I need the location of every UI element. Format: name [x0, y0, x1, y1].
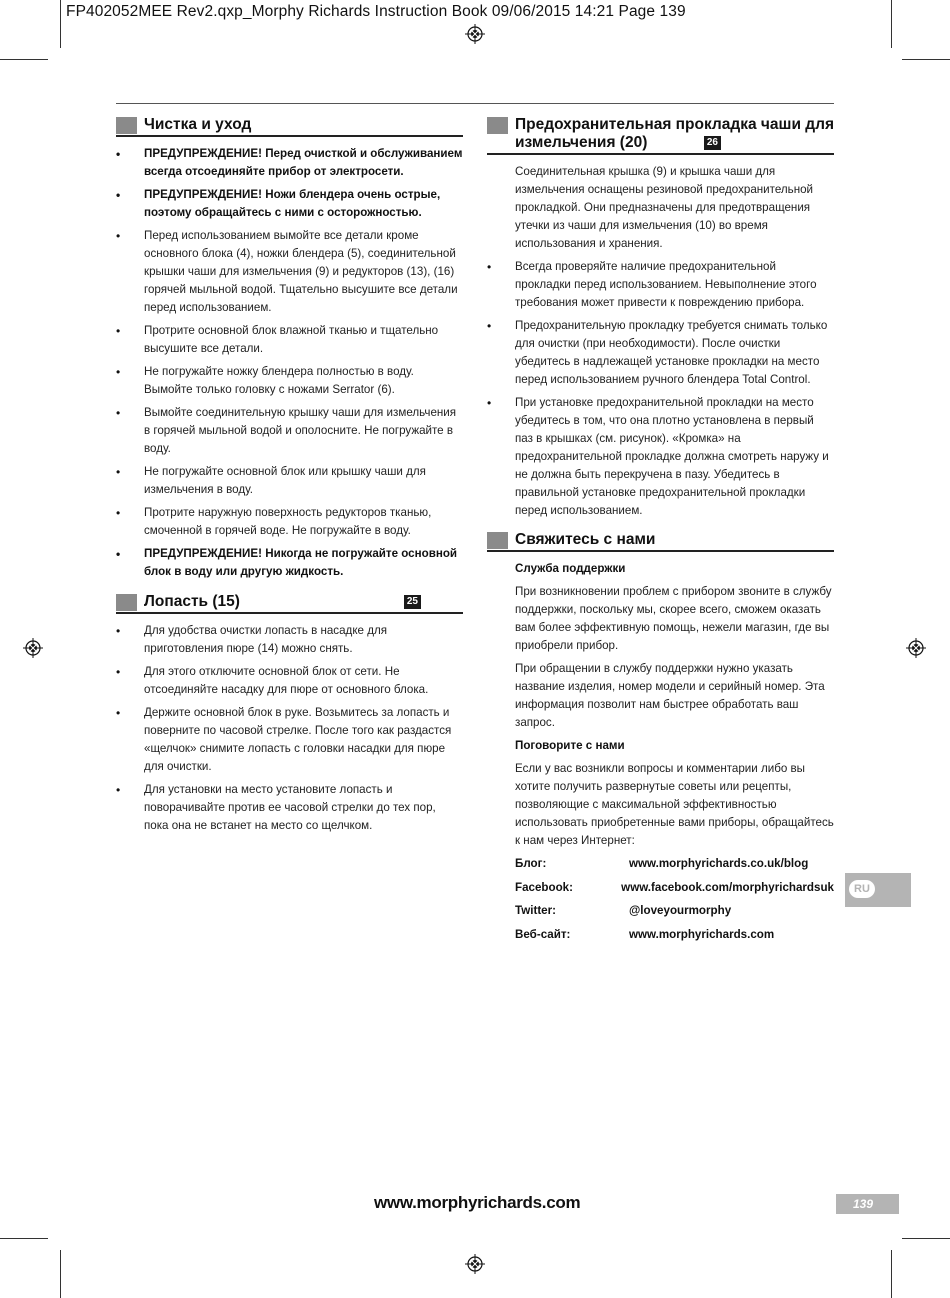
list-item: • Всегда проверяйте наличие предохранительной прокладки перед использованием. Невыполнение этого требования может привести к повреждению прибора.	[487, 258, 834, 312]
language-code: RU	[849, 880, 875, 898]
contact-row-facebook	[515, 879, 834, 897]
registration-mark-icon	[465, 24, 485, 44]
section-title-line: Предохранительная прокладка чаши для	[515, 116, 835, 133]
page-number: 139	[852, 1197, 873, 1211]
contact-link[interactable]: www.morphyrichards.com	[629, 927, 775, 941]
crop-mark	[891, 0, 892, 48]
section-heading-paddle	[116, 593, 463, 614]
gasket-intro: Соединительная крышка (9) и крышка чаши для измельчения оснащены резиновой предохранительной прокладкой. Они предназначены для предотвращения утечки из чаши для измельчения (10) во время использования и хранения.	[515, 165, 814, 250]
right-column	[487, 116, 834, 949]
section-heading-gasket	[487, 116, 834, 155]
list-item: • Предохранительную прокладку требуется снимать только для очистки (при необходимости). После очистки убедитесь в надлежащей установке прокладки на место перед использованием ручного блендера Total Control.	[487, 317, 834, 389]
contact-row-blog	[515, 855, 834, 873]
language-tab	[845, 873, 911, 907]
section-heading-cleaning	[116, 116, 463, 137]
list-item: • Для удобства очистки лопасть в насадке для приготовления пюре (14) можно снять.	[116, 622, 463, 658]
section-title: Чистка и уход	[144, 116, 252, 133]
list-item: • ПРЕДУПРЕЖДЕНИЕ! Никогда не погружайте основной блок в воду или другую жидкость.	[116, 545, 463, 581]
gasket-list	[487, 258, 834, 520]
top-rule	[116, 103, 834, 104]
talk-heading: Поговорите с нами	[515, 739, 625, 752]
crop-mark	[60, 0, 61, 48]
list-item: • ПРЕДУПРЕЖДЕНИЕ! Перед очисткой и обслуживанием всегда отсоединяйте прибор от электросети.	[116, 145, 463, 181]
list-item: • Вымойте соединительную крышку чаши для измельчения в горячей мыльной водой и ополосните. Не погружайте в воду.	[116, 404, 463, 458]
crop-mark	[0, 59, 48, 60]
talk-paragraph: Если у вас возникли вопросы и комментарии либо вы хотите получить развернутые советы или рецепты, позволяющие с максимальной эффективностью использовать приобретенные вами приборы, обращайтесь к нам через Интернет:	[515, 762, 834, 847]
crop-mark	[60, 1250, 61, 1298]
list-item: • Не погружайте ножку блендера полностью в воду. Вымойте только головку с ножами Serrator (6).	[116, 363, 463, 399]
heading-marker	[116, 594, 137, 611]
support-paragraph: При возникновении проблем с прибором звоните в службу поддержки, поскольку мы, скорее всего, сможем оказать вам более эффективную помощь, нежели магазин, где вы приобрели прибор.	[515, 585, 832, 652]
figure-reference: 25	[404, 595, 421, 609]
registration-mark-icon	[906, 638, 926, 658]
section-title: Свяжитесь с нами	[515, 531, 656, 548]
contact-links	[487, 855, 834, 944]
contact-row-twitter	[515, 902, 834, 920]
list-item: • Перед использованием вымойте все детали кроме основного блока (4), ножки блендера (5), соединительной крышки чаши для измельчения (9) и редукторов (13), (16) горячей мыльной водой. Тщательно высушите все детали перед использованием.	[116, 227, 463, 317]
heading-marker	[487, 532, 508, 549]
heading-marker	[116, 117, 137, 134]
contact-link[interactable]: @loveyourmorphy	[629, 904, 732, 917]
section-title: Лопасть (15)	[144, 593, 240, 610]
support-heading: Служба поддержки	[515, 562, 626, 575]
contact-link[interactable]: www.facebook.com/morphyrichardsuk	[621, 880, 834, 894]
list-item: • При установке предохранительной прокладки на место убедитесь в том, что она плотно установлена в первый паз в крышках (см. рисунок). «Кромка» на предохранительной прокладке должна смотреть наружу и не должна быть перекручена в пазу. Убедитесь в правильной установке предохранительной прокладки перед использованием.	[487, 394, 834, 520]
figure-reference: 26	[704, 136, 721, 150]
contact-label: Веб-сайт:	[515, 927, 571, 941]
list-item: • Держите основной блок в руке. Возьмитесь за лопасть и поверните по часовой стрелке. После того как раздастся «щелчок» снимите лопасть с головки насадки для пюре для очистки.	[116, 704, 463, 776]
print-slug: FP402052MEE Rev2.qxp_Morphy Richards Instruction Book 09/06/2015 14:21 Page 139	[66, 3, 686, 20]
list-item: • Для установки на место установите лопасть и поворачивайте против ее часовой стрелки до тех пор, пока она не встанет на место со щелчком.	[116, 781, 463, 835]
registration-mark-icon	[23, 638, 43, 658]
contact-row-website	[515, 926, 834, 944]
heading-marker	[487, 117, 508, 134]
registration-mark-icon	[465, 1254, 485, 1274]
section-heading-contact	[487, 531, 834, 552]
crop-mark	[0, 1238, 48, 1239]
list-item: • Для этого отключите основной блок от сети. Не отсоединяйте насадку для пюре от основного блока.	[116, 663, 463, 699]
contact-label: Блог:	[515, 857, 547, 870]
list-item: • ПРЕДУПРЕЖДЕНИЕ! Ножи блендера очень острые, поэтому обращайтесь с ними с осторожностью.	[116, 186, 463, 222]
contact-link[interactable]: www.morphyrichards.co.uk/blog	[629, 857, 809, 870]
page-number-tab	[836, 1194, 899, 1214]
support-paragraph: При обращении в службу поддержки нужно указать название изделия, номер модели и серийный номер. Эта информация позволит нам быстрее обработать ваш запрос.	[515, 662, 825, 729]
contact-label: Facebook:	[515, 880, 573, 894]
footer-website: www.morphyrichards.com	[374, 1193, 581, 1212]
crop-mark	[902, 1238, 950, 1239]
cleaning-list	[116, 145, 463, 581]
section-title-line: измельчения (20)	[515, 134, 648, 151]
crop-mark	[902, 59, 950, 60]
paddle-list	[116, 622, 463, 835]
left-column	[116, 116, 463, 840]
list-item: • Протрите наружную поверхность редукторов тканью, смоченной в горячей воде. Не погружайте в воду.	[116, 504, 463, 540]
contact-label: Twitter:	[515, 904, 557, 917]
list-item: • Не погружайте основной блок или крышку чаши для измельчения в воду.	[116, 463, 463, 499]
list-item: • Протрите основной блок влажной тканью и тщательно высушите все детали.	[116, 322, 463, 358]
crop-mark	[891, 1250, 892, 1298]
